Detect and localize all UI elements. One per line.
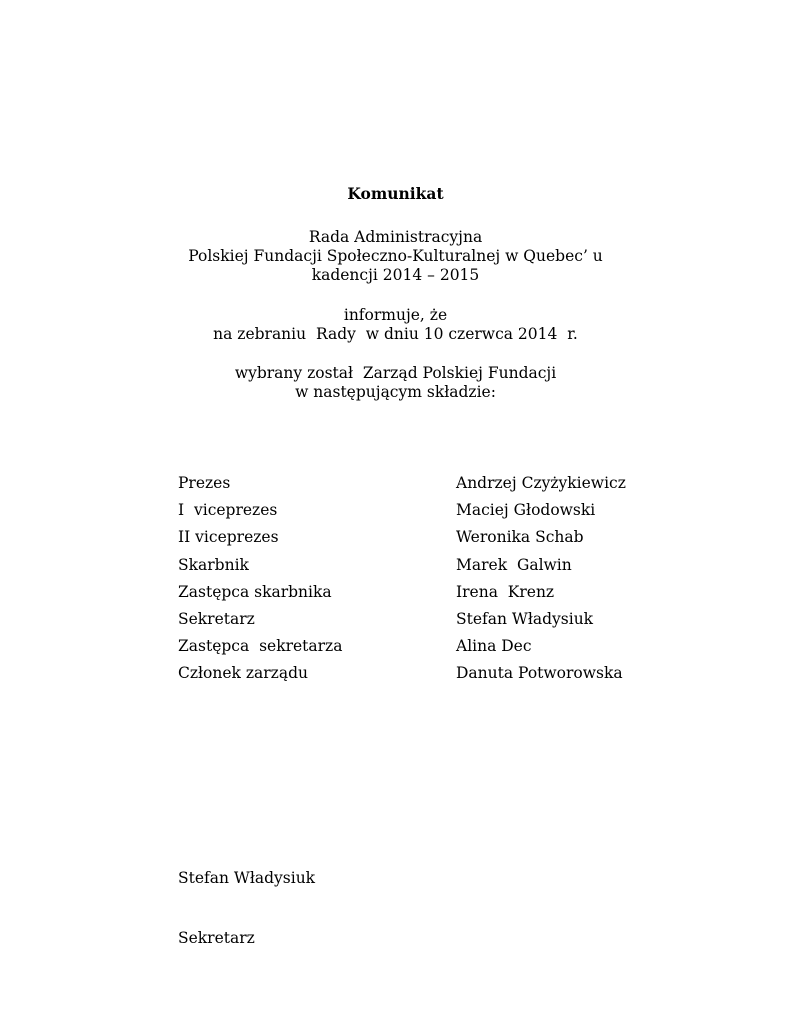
board-member-name: Marek Galwin xyxy=(456,555,572,574)
inform-line-1: informuje, że xyxy=(343,306,448,324)
board-role: Sekretarz xyxy=(178,609,255,628)
board-member-name: Maciej Głodowski xyxy=(456,501,596,520)
board-role: Zastępca sekretarza xyxy=(178,637,343,656)
board-member-name: Stefan Władysiuk xyxy=(456,609,594,628)
board-row xyxy=(178,636,638,663)
board-role: II viceprezes xyxy=(178,528,279,547)
board-role: Skarbnik xyxy=(178,555,249,574)
document-title: Komunikat xyxy=(347,184,444,203)
board-member-name: Alina Dec xyxy=(456,637,532,656)
header-line-foundation: Polskiej Fundacji Społeczno-Kulturalnej w Quebec’ u xyxy=(188,247,603,265)
board-row xyxy=(178,473,638,500)
header-line-term: kadencji 2014 – 2015 xyxy=(311,266,480,284)
header-line-organization: Rada Administracyjna xyxy=(308,228,483,246)
board-member-name: Weronika Schab xyxy=(456,528,584,547)
board-row xyxy=(178,609,638,636)
signature-position: Sekretarz xyxy=(178,929,255,947)
board-row xyxy=(178,500,638,527)
elected-line-1: wybrany został Zarząd Polskiej Fundacji xyxy=(234,364,557,382)
board-member-name: Irena Krenz xyxy=(456,582,555,601)
inform-line-2: na zebraniu Rady w dniu 10 czerwca 2014 r. xyxy=(213,325,578,343)
board-role: Prezes xyxy=(178,474,231,492)
board-row xyxy=(178,527,638,554)
board-member-name: Danuta Potworowska xyxy=(456,664,623,683)
board-row xyxy=(178,555,638,582)
board-role: I viceprezes xyxy=(178,501,278,520)
signature-block xyxy=(178,828,315,968)
elected-line-2: w następującym składzie: xyxy=(295,383,496,401)
board-row xyxy=(178,663,638,690)
board-role: Zastępca skarbnika xyxy=(178,582,332,601)
board-role: Członek zarządu xyxy=(178,664,308,683)
signature-name: Stefan Władysiuk xyxy=(178,869,316,887)
board-row xyxy=(178,582,638,609)
board-members-list xyxy=(178,473,638,691)
board-member-name: Andrzej Czyżykiewicz xyxy=(456,474,626,492)
